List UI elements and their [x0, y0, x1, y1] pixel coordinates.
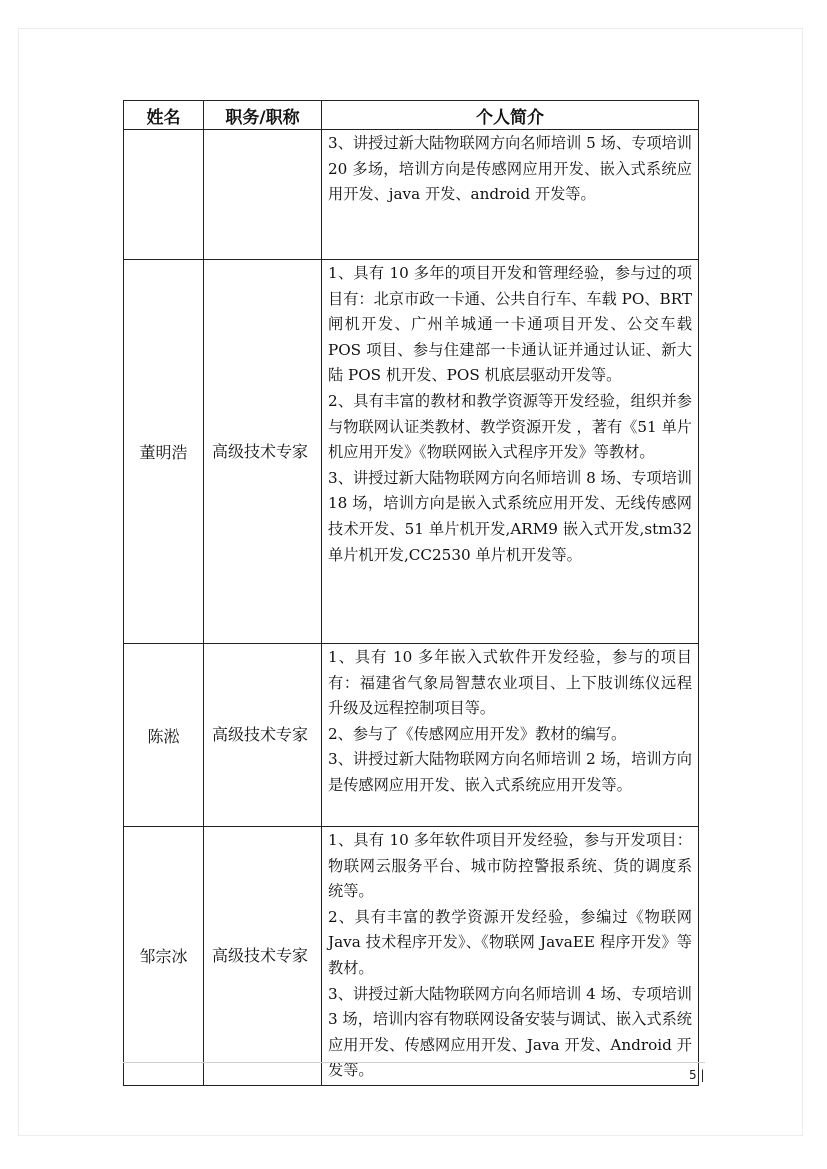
- cell-name: [124, 130, 204, 260]
- staff-profile-table: [123, 100, 699, 1086]
- bio-paragraph: 3、讲授过新大陆物联网方向名师培训 8 场、专项培训 18 场，培训方向是嵌入式系统应用开发、无线传感网技术开发、51 单片机开发,ARM9 嵌入式开发,stm32 单片机开发,CC2530 单片机开发等。: [328, 468, 692, 564]
- footer-divider: [123, 1062, 705, 1063]
- cell-bio: [322, 130, 699, 260]
- cell-title: 高级技术专家: [204, 827, 322, 1086]
- page-number: 5 |: [689, 1068, 705, 1082]
- bio-paragraph: 2、具有丰富的教学资源开发经验，参编过《物联网 Java 技术程序开发》、《物联网 JavaEE 程序开发》等教材。: [328, 907, 692, 977]
- header-bio: 个人简介: [322, 101, 699, 130]
- table-row: [124, 644, 699, 827]
- header-title: 职务/职称: [204, 101, 322, 130]
- cell-bio: [322, 260, 699, 644]
- cell-title: 高级技术专家: [204, 644, 322, 827]
- header-name: 姓名: [124, 101, 204, 130]
- table-row: [124, 827, 699, 1086]
- bio-paragraph: 3、讲授过新大陆物联网方向名师培训 5 场、专项培训 20 多场，培训方向是传感网应用开发、嵌入式系统应用开发、java 开发、android 开发等。: [328, 134, 692, 204]
- cell-name: 邹宗冰: [124, 827, 204, 1086]
- bio-paragraph: 1、具有 10 多年的项目开发和管理经验，参与过的项目有：北京市政一卡通、公共自行车、车载 PO、BRT 闸机开发、广州羊城通一卡通项目开发、公交车载 POS 项目、参与住建部一卡通认证并通过认证、新大陆 POS 机开发、POS 机底层驱动开发等。: [328, 264, 692, 385]
- table-row: [124, 260, 699, 644]
- cell-title: [204, 130, 322, 260]
- table-header-row: [124, 101, 699, 130]
- cell-bio: [322, 827, 699, 1086]
- bio-paragraph: 3、讲授过新大陆物联网方向名师培训 4 场、专项培训 3 场，培训内容有物联网设备安装与调试、嵌入式系统应用开发、传感网应用开发、Java 开发、Android 开发等。: [328, 984, 692, 1080]
- bio-paragraph: 3、讲授过新大陆物联网方向名师培训 2 场，培训方向是传感网应用开发、嵌入式系统应用开发等。: [328, 750, 692, 794]
- bio-paragraph: 2、参与了《传感网应用开发》教材的编写。: [328, 724, 627, 743]
- bio-paragraph: 2、具有丰富的教材和教学资源等开发经验，组织并参与物联网认证类教材、教学资源开发 ，著有《51 单片机应用开发》《物联网嵌入式程序开发》等教材。: [328, 391, 692, 462]
- table-row: [124, 130, 699, 260]
- bio-paragraph: 1、具有 10 多年嵌入式软件开发经验，参与的项目有：福建省气象局智慧农业项目、上下肢训练仪远程升级及远程控制项目等。: [328, 648, 692, 718]
- cell-bio: [322, 644, 699, 827]
- cell-title: 高级技术专家: [204, 260, 322, 644]
- cell-name: 陈淞: [124, 644, 204, 827]
- bio-paragraph: 1、具有 10 多年软件项目开发经验，参与开发项目：物联网云服务平台、城市防控警报系统、货的调度系统等。: [328, 831, 692, 901]
- cell-name: 董明浩: [124, 260, 204, 644]
